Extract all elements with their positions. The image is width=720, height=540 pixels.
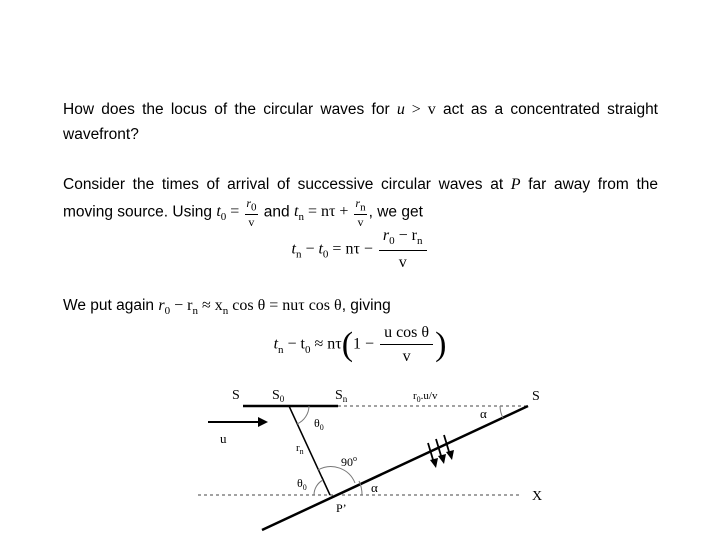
wavefront-line bbox=[262, 406, 528, 530]
label-x: X bbox=[532, 489, 543, 504]
equation-2-fraction: $\frac{\text{u cos θ}}{v}$ bbox=[380, 325, 433, 365]
consider-text-1: Consider the times of arrival of successive circular waves at bbox=[63, 176, 511, 193]
perpendicular-line bbox=[322, 477, 330, 495]
condition-gt: > bbox=[411, 101, 421, 118]
question-text-after: act as a concentrated straight wavefront? bbox=[63, 101, 658, 143]
consider-text-2: far away from the moving source. Using bbox=[63, 176, 658, 221]
equation-1: $t_n - t_0 = n\tau$ − $\frac{r_0 - r_n}{v}$ bbox=[0, 228, 720, 271]
label-u: u bbox=[220, 431, 227, 446]
consider-end: , we get bbox=[368, 203, 423, 221]
label-s-right: S bbox=[532, 389, 540, 404]
condition-v: v bbox=[427, 101, 436, 118]
equation-2: $t_n - t_0 \approx n\tau(1$ − $\frac{\text{u cos θ}}{v}$ ) bbox=[273, 324, 447, 365]
t0-fraction: $\frac{r_0}{v}$ bbox=[246, 196, 257, 230]
put-again-math: $r_0 - r_n \approx x_n$ cos θ = nuτ cos θ bbox=[158, 297, 342, 318]
equation-1-fraction: $\frac{r_0 - r_n}{v}$ bbox=[379, 228, 427, 271]
label-rn: $r_n$ bbox=[296, 442, 304, 456]
label-90: 90$^o$ bbox=[341, 454, 357, 469]
label-theta0-top: $\theta_0$ bbox=[314, 416, 324, 432]
label-s-left: S bbox=[232, 388, 240, 403]
velocity-arrowhead bbox=[258, 417, 268, 427]
label-alpha-top: α bbox=[480, 406, 487, 421]
point-p: P bbox=[510, 176, 521, 193]
alpha-top-arc bbox=[500, 406, 503, 418]
propagation-arrows bbox=[428, 435, 450, 463]
tn-fraction: $\frac{r_n}{v}$ bbox=[355, 196, 366, 230]
label-p-prime: P’ bbox=[336, 501, 347, 515]
question-text-before: How does the locus of the circular waves for bbox=[63, 101, 397, 118]
put-again-text: We put again bbox=[63, 297, 159, 314]
tn-definition: $t_n = n\tau$ + $\frac{r_n}{v}$ bbox=[293, 196, 366, 230]
t0-definition: $t_0$ = $\frac{r_0}{v}$ bbox=[216, 196, 257, 230]
put-again-end: , giving bbox=[341, 297, 391, 314]
theta0-top-arc bbox=[297, 406, 309, 424]
condition-u: u bbox=[396, 101, 405, 118]
label-r0uv: $r_0.u/v$ bbox=[413, 390, 438, 404]
consider-and: and bbox=[259, 203, 294, 221]
label-theta0-bottom: $\theta_0$ bbox=[297, 476, 307, 492]
theta0-bottom-arc bbox=[314, 480, 323, 495]
label-s0: $S_0$ bbox=[272, 388, 285, 404]
label-sn: $S_n$ bbox=[335, 388, 348, 404]
label-alpha-bottom: α bbox=[371, 480, 378, 495]
